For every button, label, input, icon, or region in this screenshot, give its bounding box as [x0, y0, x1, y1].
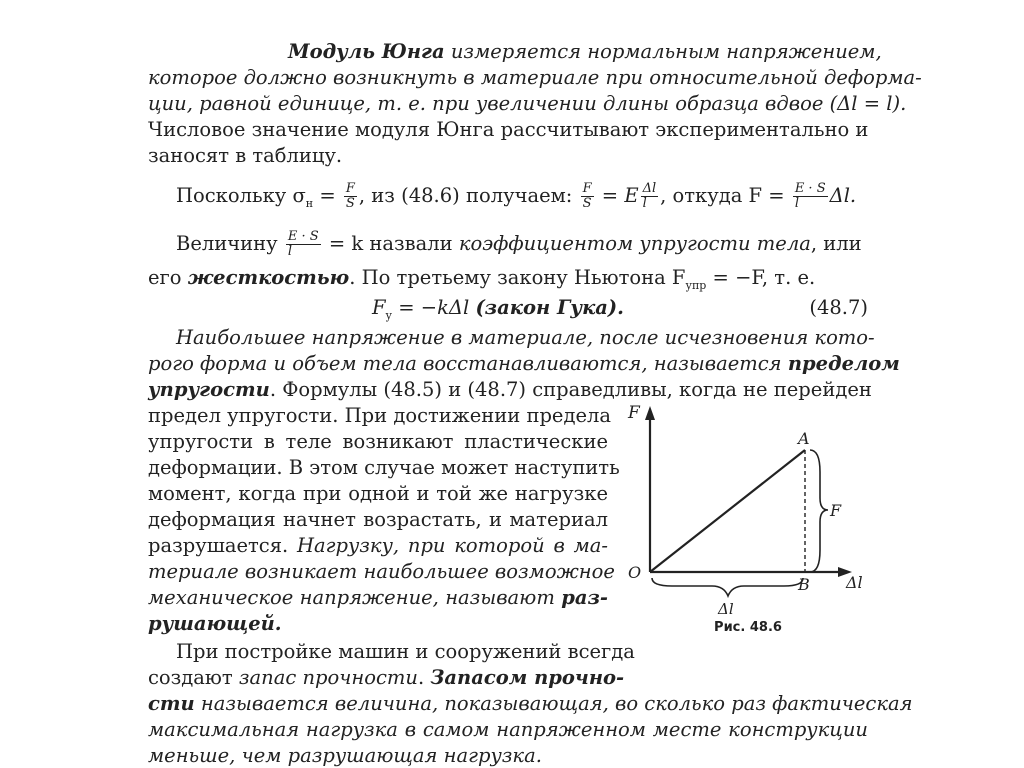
line-21: рушающей. [148, 612, 282, 635]
line-18: разрушается. Нагрузку, при которой в ма- [148, 534, 608, 557]
line-23: создают запас прочности. Запасом прочно- [148, 666, 625, 689]
figure-48-6 [612, 400, 872, 620]
term-stiffness: жесткостью [187, 266, 350, 289]
line-11: рого форма и объем тела восстанавливаются, называется пределом [148, 352, 900, 375]
fraction-dl-over-l: $\frac{\Delta l}{l}$ [642, 181, 657, 211]
line-15: деформации. В этом случае может наступить [148, 456, 620, 479]
line-12: упругости. Формулы (48.5) и (48.7) справедливы, когда не перейден [148, 378, 872, 401]
term-elastic-limit: пределом [787, 352, 900, 375]
label-f-axis: F [628, 403, 640, 423]
fraction-f-over-s-2: $\frac{F}{S}$ [582, 181, 592, 211]
term-young-modulus: Модуль Юнга [288, 40, 445, 63]
fraction-f-over-s: $\frac{F}{S}$ [345, 181, 355, 211]
label-brace-f: F [830, 501, 842, 520]
f-axis-arrow-icon [645, 406, 655, 420]
line-10: Наибольшее напряжение в материале, после исчезновения кото- [176, 326, 875, 349]
hooke-law-equation: $F_у = -k\Delta l$ (закон Гука). (48.7) [372, 296, 868, 322]
line-24: сти называется величина, показывающая, во сколько раз фактическая [148, 692, 913, 715]
formula-line-1: Поскольку $\sigma_н$ = $\frac{F}{S}$ , из (48.6) получаем: $\frac{F}{S}$ = E $\frac{\Delta l}{l}$ , откуда F = $\frac{E \cdot S}{l}$ Δl. [176, 181, 857, 211]
term-elasticity-coefficient: коэффициентом упругости тела [458, 232, 811, 255]
line-1: Модуль Юнга измеряется нормальным напряжением, [288, 40, 882, 63]
line-5: заносят в таблицу. [148, 144, 343, 167]
label-point-a: A [798, 429, 810, 448]
line-25: максимальная нагрузка в самом напряженном месте конструкции [148, 718, 868, 741]
line-oa [650, 450, 805, 572]
brace-dl [652, 578, 803, 596]
line-14: упругости в теле возникают пластические [148, 430, 608, 453]
label-dl-axis: Δl [846, 573, 863, 592]
formula-line-2: Величину $\frac{E \cdot S}{l}$ = k назвали коэффициентом упругости тела, или [176, 229, 862, 259]
fraction-es-over-l: $\frac{E \cdot S}{l}$ [794, 181, 826, 211]
equation-number: (48.7) [809, 296, 868, 319]
term-safety-factor: Запасом прочно- [430, 666, 625, 689]
fraction-es-over-l-2: $\frac{E \cdot S}{l}$ [287, 229, 319, 259]
label-point-o: O [628, 563, 642, 582]
line-13: предел упругости. При достижении предела [148, 404, 612, 427]
figure-caption: Рис. 48.6 [714, 620, 782, 635]
line-20: механическое напряжение, называют раз- [148, 586, 609, 609]
label-point-b: B [798, 575, 810, 594]
line-17: деформация начнет возрастать, и материал [148, 508, 608, 531]
line-4: Числовое значение модуля Юнга рассчитывают экспериментально и [148, 118, 869, 141]
force-deformation-graph [612, 400, 872, 620]
brace-f [810, 450, 828, 572]
line-3: ции, равной единице, т. е. при увеличении длины образца вдвое (Δl = l). [148, 92, 907, 115]
line-19: териале возникает наибольшее возможное [148, 560, 615, 583]
line-22: При постройке машин и сооружений всегда [176, 640, 635, 663]
term-hooke-law: (закон Гука). [475, 296, 624, 319]
line-26: меньше, чем разрушающая нагрузка. [148, 744, 542, 767]
line-8: его жесткостью. По третьему закону Ньютона $F_{упр} = -F$, т. е. [148, 266, 816, 292]
label-brace-dl: Δl [718, 600, 734, 618]
line-16: момент, когда при одной и той же нагрузке [148, 482, 608, 505]
line-2: которое должно возникнуть в материале при относительной деформа- [148, 66, 922, 89]
